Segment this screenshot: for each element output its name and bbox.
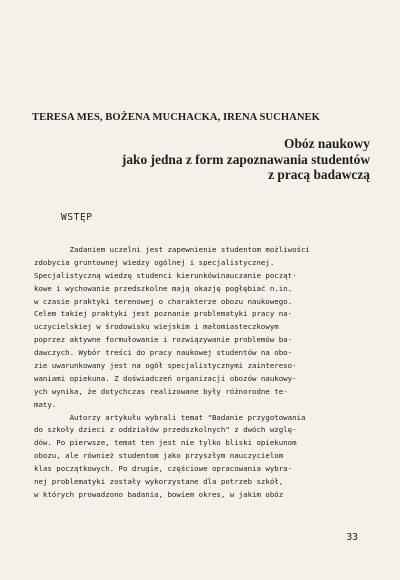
title-line: jako jedna z form zapoznawania studentów	[121, 151, 370, 167]
body-line: Celem takiej praktyki jest poznanie problematyki pracy na-	[34, 309, 293, 319]
body-line: maty.	[34, 399, 57, 409]
body-line: obozu, ale również studentom jako przyszłym nauczycielom	[34, 451, 284, 461]
body-line: zdobycia gruntownej wiedzy ogólnej i specjalistycznej.	[34, 257, 275, 267]
page-number: 33	[346, 532, 358, 543]
body-line: zie uwarunkowany jest na ogół specjalistycznymi zaintereso-	[34, 361, 297, 371]
body-line: dawczych. Wybór treści do pracy naukowej studentów na obo-	[34, 348, 293, 358]
body-line: w których prowadzono badania, bowiem okres, w jakim obóz	[34, 489, 284, 499]
body-line: kowe i wychowanie przedszkolne mają okazję pogłębiać n.in.	[34, 283, 293, 293]
body-line: do szkoły dzieci z oddziałów przedszkolnych" z dwóch wzglę-	[34, 425, 297, 435]
section-heading: WSTĘP	[61, 212, 93, 223]
body-line: poprzez aktywne formułowanie i rozwiązywanie problemów ba-	[34, 335, 293, 345]
body-line: ych wynika, że dotychczas realizowane były różnorodne te-	[34, 386, 288, 396]
body-line: waniami opiekuna. Z doświadczeń organizacji obozów naukowy-	[34, 373, 297, 383]
body-line: dów. Po pierwsze, temat ten jest nie tylko bliski opiekunom	[34, 438, 297, 448]
title-line: Obóz naukowy	[284, 136, 370, 151]
body-text	[34, 244, 374, 502]
body-line: Autorzy artykułu wybrali temat "Badanie przygotowania	[34, 412, 306, 422]
title-line: z pracą badawczą	[268, 167, 370, 182]
body-line: w czasie praktyki terenowej o charakterze obozu naukowego.	[34, 296, 293, 306]
body-line: Specjalistyczną wiedzę studenci kierunkówinauczanie począt-	[34, 270, 297, 280]
body-line: klas początkowych. Po drugie, częściowe opracowania wybra-	[34, 464, 293, 474]
body-line: uczycielskiej w środowisku wiejskim i małomiasteczkowym	[34, 322, 279, 332]
body-line: Zadaniem uczelni jest zapewnienie studentom możliwości	[34, 245, 310, 254]
article-title	[122, 136, 370, 183]
authors-line: TERESA MES, BOŻENA MUCHACKA, IRENA SUCHANEK	[32, 112, 320, 123]
body-line: nej problematyki zostały wykorzystane dla potrzeb szkół,	[34, 477, 284, 487]
